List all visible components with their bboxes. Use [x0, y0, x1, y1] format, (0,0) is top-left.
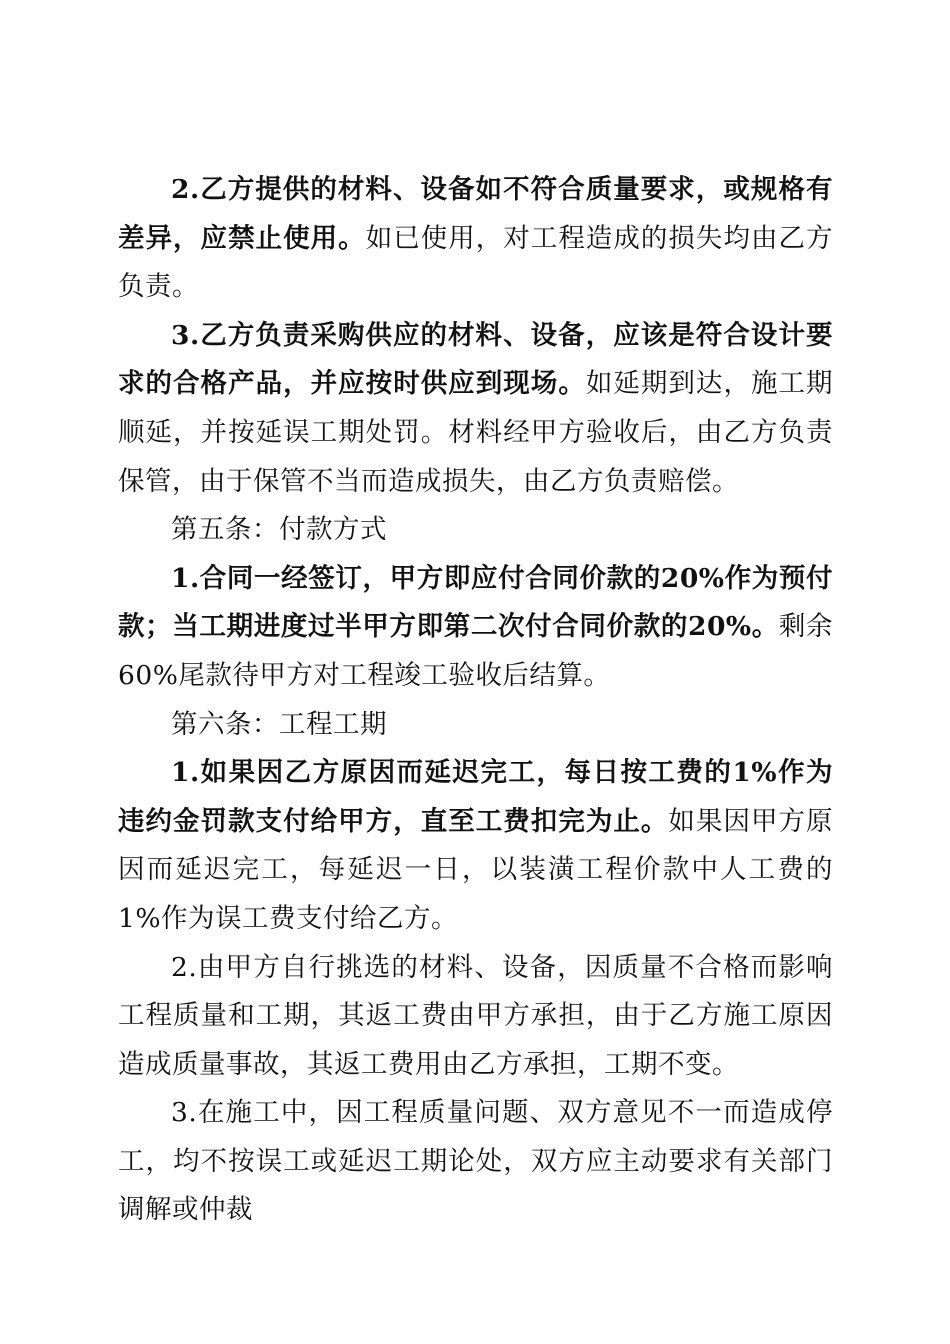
clause-text: 如已使用，对工程造成的损失均由乙方负责。 — [118, 222, 834, 303]
clause-6-item-1 — [118, 749, 833, 943]
clause-text: 3.在施工中，因工程质量问题、双方意见不一而造成停工，均不按误工或延迟工期论处，双方应主动要求有关部门调解或仲裁 — [118, 1097, 833, 1226]
clause-bold-text: 3.乙方负责采购供应的材料、设备，应该是符合设计要求的合格产品，并应按时供应到现场。 — [118, 319, 833, 400]
heading-text: 第六条：工程工期 — [171, 708, 387, 740]
clause-text: 如果因甲方原因而延迟完工，每延迟一日，以装潢工程价款中人工费的1%作为误工费支付给乙方。 — [118, 805, 834, 934]
clause-6-item-2 — [118, 944, 833, 1090]
clause-bold-text: 2.乙方提供的材料、设备如不符合质量要求，或规格有差异，应禁止使用。 — [118, 174, 833, 254]
clause-5-item-1 — [118, 555, 833, 701]
heading-text: 第五条：付款方式 — [171, 514, 387, 546]
clause-6-item-3 — [118, 1089, 833, 1235]
clause-text: 2.由甲方自行挑选的材料、设备，因质量不合格而影响工程质量和工期，其返工费由甲方承担，由于乙方施工原因造成质量事故，其返工费用由乙方承担，工期不变。 — [118, 951, 833, 1080]
article-5-heading — [118, 506, 833, 555]
clause-text: 如延期到达，施工期顺延，并按延误工期处罚。材料经甲方验收后，由乙方负责保管，由于保管不当而造成损失，由乙方负责赔偿。 — [118, 368, 834, 497]
clause-text: 剩余60%尾款待甲方对工程竣工验收后结算。 — [118, 611, 834, 691]
clause-4-item-2 — [118, 166, 833, 312]
clause-bold-text: 1.如果因乙方原因而延迟完工，每日按工费的1%作为违约金罚款支付给甲方，直至工费扣完为止。 — [118, 757, 833, 837]
clause-4-item-3 — [118, 312, 833, 506]
clause-bold-text: 1.合同一经签订，甲方即应付合同价款的20%作为预付款；当工期进度过半甲方即第二次付合同价款的20%。 — [118, 562, 833, 643]
article-6-heading — [118, 701, 833, 750]
document-body — [118, 166, 833, 1235]
